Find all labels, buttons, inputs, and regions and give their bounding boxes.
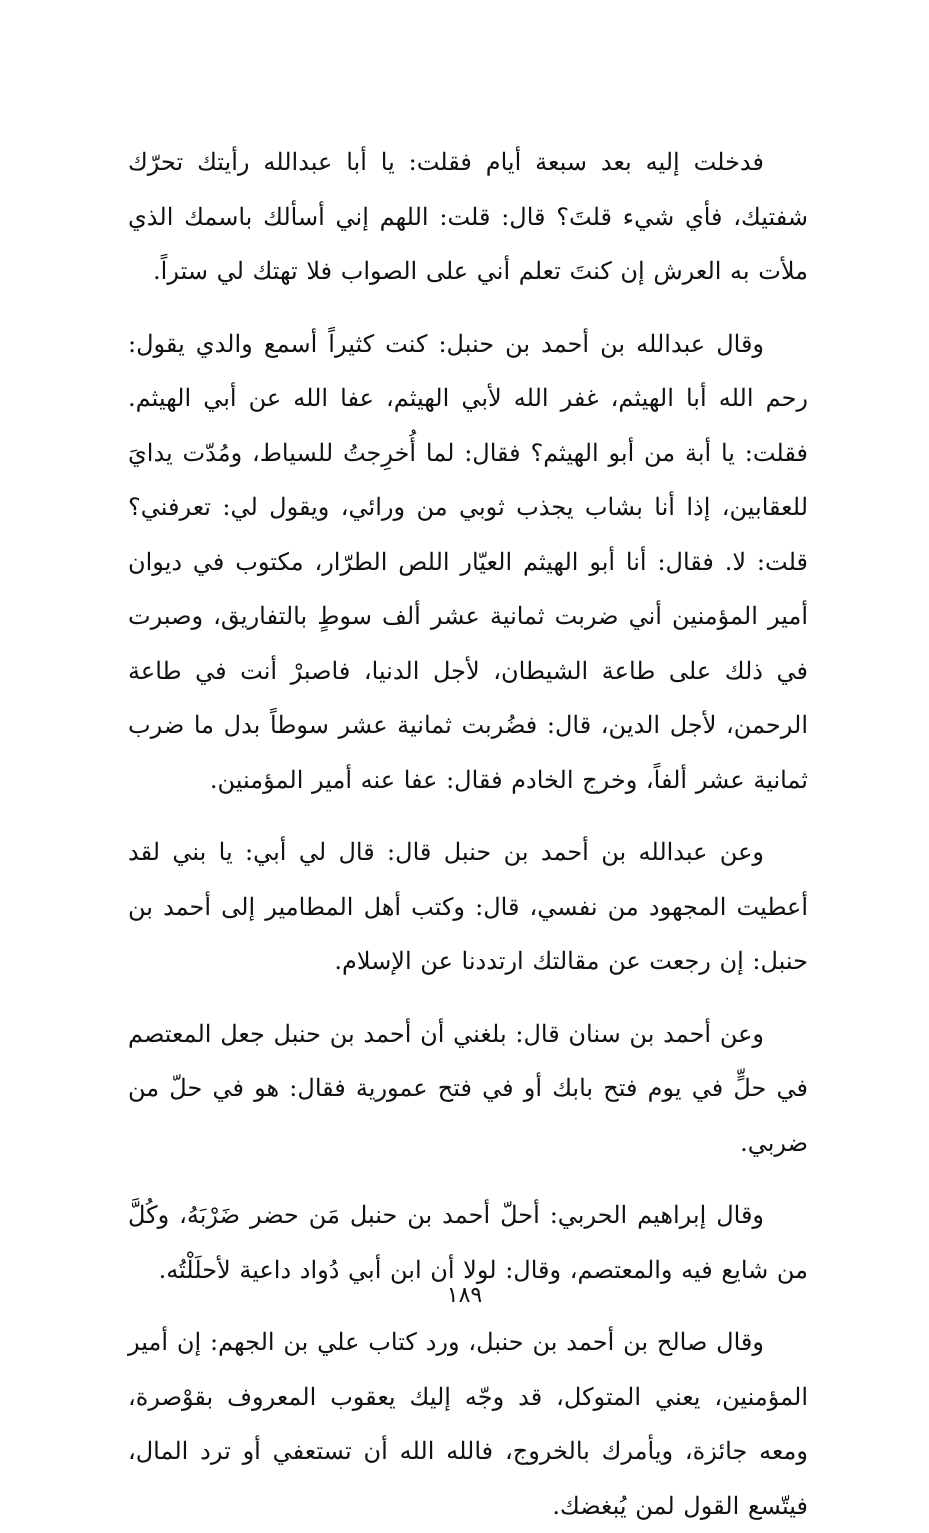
paragraph-5: وقال إبراهيم الحربي: أحلّ أحمد بن حنبل مَن حضر ضَرْبَهُ، وكُلَّ من شايع فيه والمعتصم، وقال: لولا أن ابن أبي دُواد داعية لأحلَلْتُه. <box>128 1201 808 1284</box>
body-text <box>128 135 808 1533</box>
paragraph-2: وقال عبدالله بن أحمد بن حنبل: كنت كثيراً أسمع والدي يقول: رحم الله أبا الهيثم، غفر الله لأبي الهيثم، عفا الله عن أبي الهيثم. فقلت: يا أبة من أبو الهيثم؟ فقال: لما أُخرِجتُ للسياط، ومُدّت يدايَ للعقابين، إذا أنا بشاب يجذب ثوبي من ورائي، ويقول لي: تعرفني؟ قلت: لا. فقال: أنا أبو الهيثم العيّار اللص الطرّار، مكتوب في ديوان أمير المؤمنين أني ضربت ثمانية عشر ألف سوطٍ بالتفاريق، وصبرت في ذلك على طاعة الشيطان، لأجل الدنيا، فاصبرْ أنت في طاعة الرحمن، لأجل الدين، قال: فضُربت ثمانية عشر سوطاً بدل ما ضرب ثمانية عشر ألفاً، وخرج الخادم فقال: عفا عنه أمير المؤمنين. <box>128 329 809 794</box>
paragraph-4: وعن أحمد بن سنان قال: بلغني أن أحمد بن حنبل جعل المعتصم في حلٍّ في يوم فتح بابك أو في فتح عمورية فقال: هو في حلّ من ضربي. <box>128 1019 808 1157</box>
paragraph-6: وقال صالح بن أحمد بن حنبل، ورد كتاب علي بن الجهم: إن أمير المؤمنين، يعني المتوكل، قد وجّه إليك يعقوب المعروف بقوْصرة، ومعه جائزة، ويأمرك بالخروج، فالله الله أن تستعفي أو ترد المال، فيتّسع القول لمن يُبغضك. <box>128 1328 808 1520</box>
paragraph-1: فدخلت إليه بعد سبعة أيام فقلت: يا أبا عبدالله رأيتك تحرّك شفتيك، فأي شيء قلتَ؟ قال: قلت: اللهم إني أسألك باسمك الذي ملأت به العرش إن كنتَ تعلم أني على الصواب فلا تهتك لي ستراً. <box>128 148 808 285</box>
page-number: ١٨٩ <box>446 1283 483 1308</box>
paragraph-3: وعن عبدالله بن أحمد بن حنبل قال: قال لي أبي: يا بني لقد أعطيت المجهود من نفسي، قال: وكتب أهل المطامير إلى أحمد بن حنبل: إن رجعت عن مقالتك ارتددنا عن الإسلام. <box>128 838 808 975</box>
